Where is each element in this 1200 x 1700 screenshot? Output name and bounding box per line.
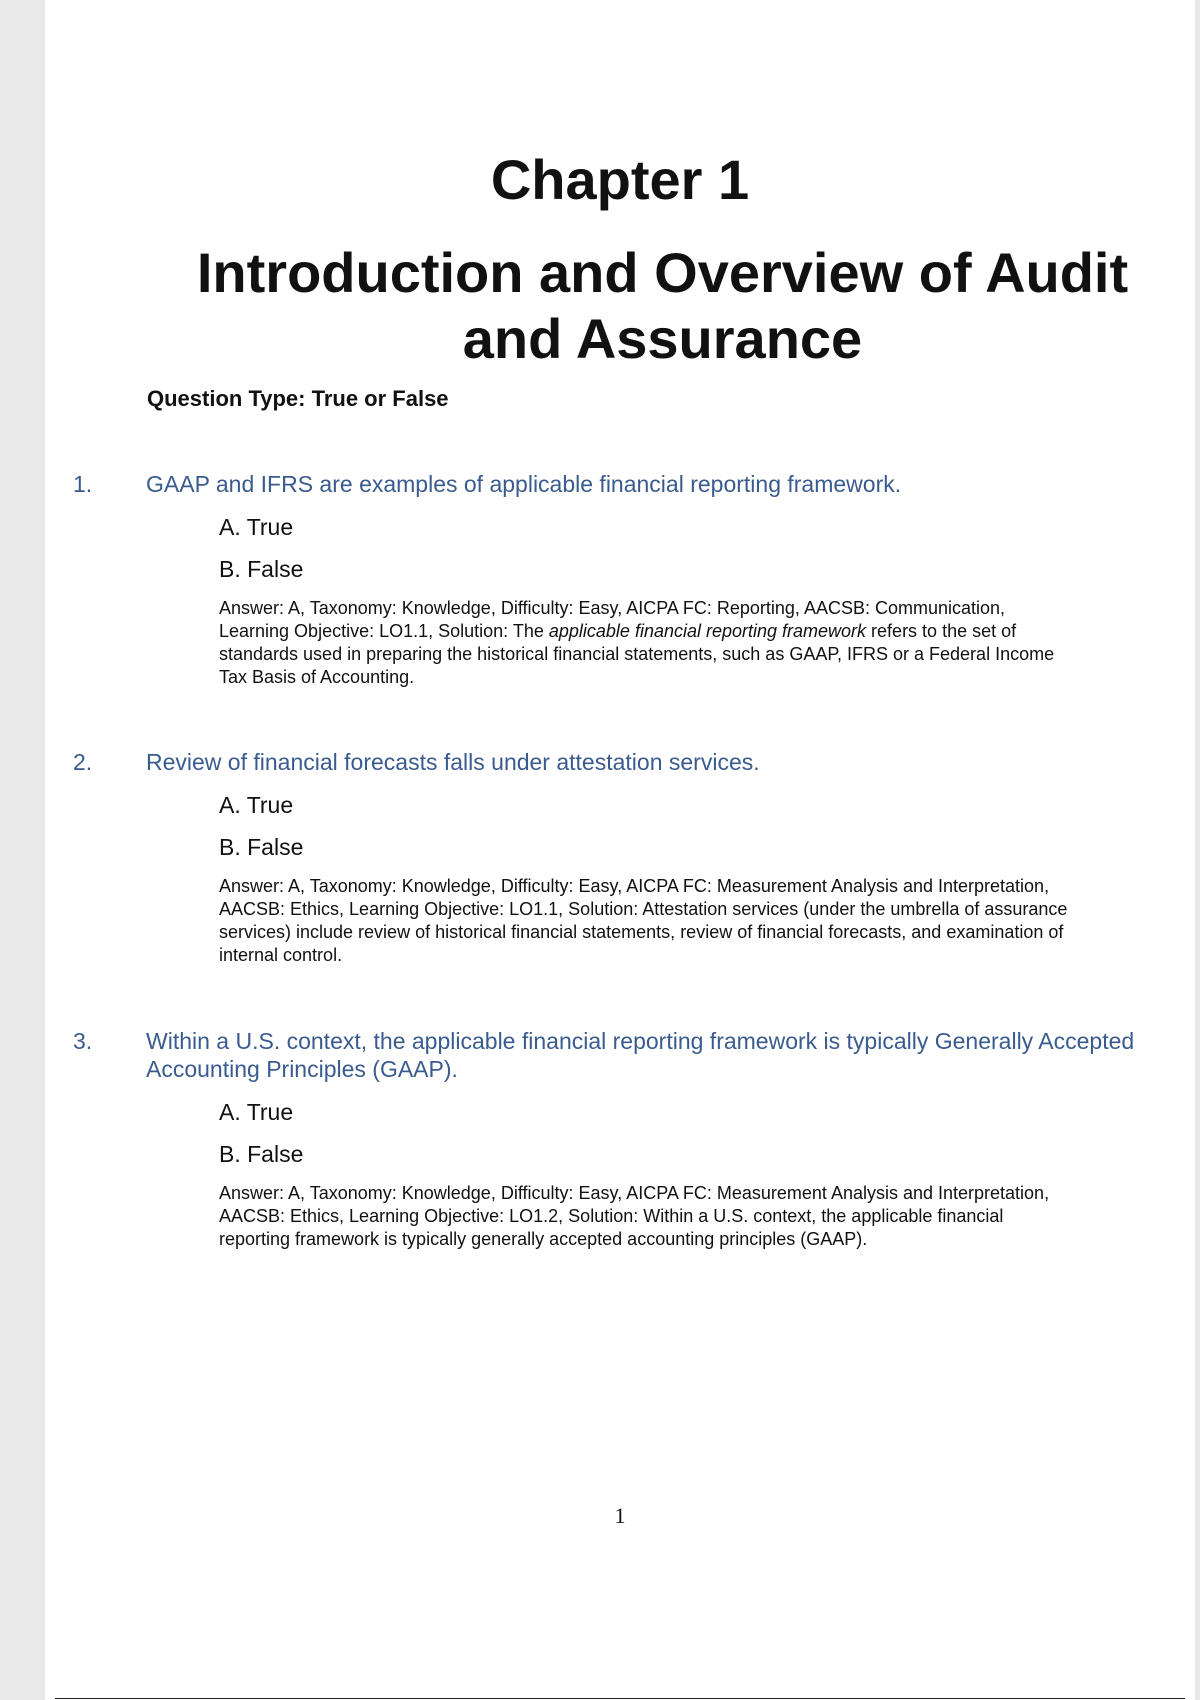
option-false: B. False	[219, 556, 304, 582]
answer-explanation	[219, 597, 1079, 689]
answer-options	[219, 1098, 1119, 1251]
chapter-title: Introduction and Overview of Audit and Assurance	[196, 241, 1129, 370]
option-false: B. False	[219, 834, 304, 860]
question-number: 1.	[73, 471, 93, 497]
answer-italic-term: applicable financial reporting framework	[548, 621, 867, 641]
option-true: A. True	[219, 514, 294, 540]
option-true: A. True	[219, 792, 294, 818]
question-type-label: Question Type: True or False	[147, 386, 449, 411]
question-text: Within a U.S. context, the applicable financial reporting framework is typically Generally Accepted Accounting Principles (GAAP).	[146, 1028, 1135, 1082]
answer-explanation: Answer: A, Taxonomy: Knowledge, Difficulty: Easy, AICPA FC: Measurement Analysis and Interpretation, AACSB: Ethics, Learning Objective: LO1.2, Solution: Within a U.S. context, the applicable financial reporting framework is typically generally accepted accounting principles (GAAP).	[219, 1183, 1050, 1249]
question-text: Review of financial forecasts falls under attestation services.	[146, 749, 760, 775]
answer-text-end: refers to the set of standards used in preparing the historical financial statements, such as GAAP, IFRS or a Federal Income Tax Basis of Accounting.	[219, 621, 1055, 687]
option-true: A. True	[219, 1099, 294, 1125]
document-page	[45, 0, 1195, 1700]
answer-text-start: Answer: A, Taxonomy: Knowledge, Difficulty: Easy, AICPA FC: Reporting, AACSB: Communication, Learning Objective: LO1.1, Solution: The	[219, 598, 1006, 641]
answer-options	[219, 791, 1119, 967]
question-number: 3.	[73, 1028, 93, 1054]
page-number: 1	[614, 1503, 626, 1528]
footer-divider	[55, 1698, 1185, 1699]
option-false: B. False	[219, 1141, 304, 1167]
answer-explanation: Answer: A, Taxonomy: Knowledge, Difficulty: Easy, AICPA FC: Measurement Analysis and Interpretation, AACSB: Ethics, Learning Objective: LO1.1, Solution: Attestation services (under the umbrella of assurance services) include review of historical financial statements, review of financial forecasts, and examination of internal control.	[219, 876, 1068, 965]
answer-options	[219, 513, 1119, 689]
question-number: 2.	[73, 749, 93, 775]
chapter-heading: Chapter 1	[490, 148, 750, 211]
question-text: GAAP and IFRS are examples of applicable financial reporting framework.	[146, 471, 902, 497]
